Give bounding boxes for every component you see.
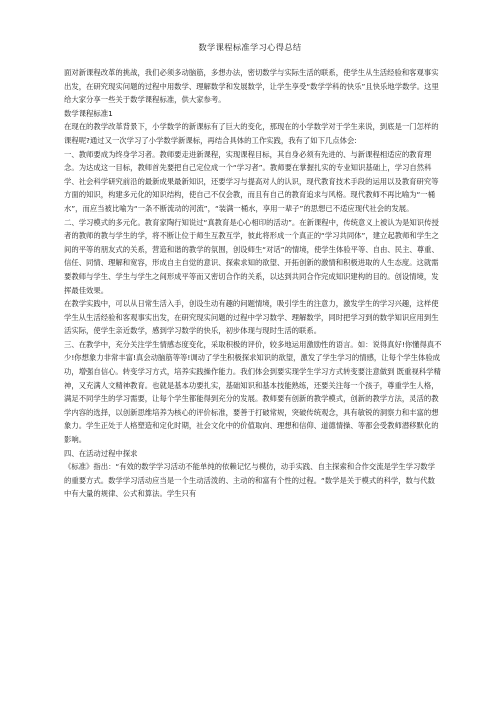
document-body <box>64 66 442 501</box>
paragraph-intro: 面对新课程改革的挑战，我们必须多动脑筋，多想办法，密切数学与实际生活的联系，使学生从生活经验和客观事实出发，在研究现实问题的过程中用数学、理解数学和发展数学，让学生享受“数学学科的快乐”且快乐地学数学。这里给大家分享一些关于数学课程标准，供大家参考。 <box>64 68 439 105</box>
page-title: 数学课程标准学习心得总结 <box>198 42 302 52</box>
paragraph: 三、在教学中，充分关注学生情感态度变化，采取积极的评价，较多地运用激励性的语言。如：说得真好!你懂得真不少!你想象力非常丰富!真会动脑筋等等!调动了学生积极探求知识的欲望，激发了学生学习的情感，让每个学生体验成功，增强自信心。转变学习方式，培养实践操作能力。我们体会到要实现学生学习方式转变要注意做到 既重视科学精神，又充满人文精神教育。也就是基本功要扎实，基础知识和基本技能熟练，还要关注每一个孩子，尊重学生人格，满足不同学生的学习需要，让每个学生都能得到充分的发展。教师要有创新的教学模式，创新的教学方法，灵活的教学内容的选择，以创新思维培养为核心的评价标准，要善于打破常规，突破传统观念，具有敏锐的洞察力和丰富的想象力。学生正处于人格塑造和定化时期，社会文化中的价值取向、理想和信仰、道德情操、等都会受教师潜移默化的影响。 <box>64 339 442 445</box>
paragraph: 二、学习模式的多元化。教育家陶行知说过“真教育是心心相印的活动”。在新课程中，传统意义上被认为是知识传授者的教师的教与学生的学，将不断让位于师生互教互学，彼此将形成一个真正的“学习共同体”，建立起教师和学生之间的平等的朋友式的关系，营造和谐的教学的氛围，创设师生“对话”的情境，使学生体验平等、自由、民主、尊重、信任、同情、理解和宽容，形成自主自觉的意识、探索求知的欲望、开拓创新的激情和积极进取的人生态度。这就需要教师与学生、学生与学生之间形成平等而又密切合作的关系，以达到共同合作完成知识建构的目的。创设情境，发挥最佳效果。 <box>64 217 439 295</box>
section-heading: 四、在活动过程中探求 <box>64 448 138 458</box>
paragraph: 《标准》指出：“有效的数学学习活动不能单纯的依赖记忆与模仿，动手实践、自主探索和合作交流是学生学习数学的重要方式。数学学习活动应当是一个生动活泼的、主动的和富有个性的过程。“数学是关于模式的科学，数与代数中有大量的规律、公式和算法。学生只有 <box>64 462 435 499</box>
paragraph: 在教学实践中，可以从日常生活入手，创设生动有趣的问题情境，吸引学生的注意力，激发学生的学习兴趣，这样使学生从生活经验和客观事实出发，在研究现实问题的过程中学习数学、理解数学，同时把学习到的数学知识应用到生活实际，使学生亲近数学，感到学习数学的快乐，初步体现与现时生活的联系。 <box>64 299 439 336</box>
paragraph: 在现在的教学改革背景下，小学数学的新课标有了巨大的变化，那现在的小学数学对于学生来说，到底是一门怎样的课程呢?通过又一次学习了小学数学新课标，再结合具体的工作实践，我有了如下几点体会: <box>64 122 439 145</box>
section-heading: 数学课程标准1 <box>64 108 113 118</box>
paragraph: 一、教师要成为终身学习者。教师要走进新课程，实现课程目标，其自身必须有先进的、与新课程相适应的教育理念。为达成这一目标，教师首先要把自己定位成一个“学习者”。教师要在掌握扎实的专业知识基础上，学习自然科学、社会科学研究前沿的最新成果最新知识，还要学习与提高对人的认识，现代教育技术手段的运用以及教育研究等方面的知识，构建多元化的知识结构，使自己不仅会教，而且有自己的教育追求与风格。现代教师不再比喻为“一桶水”，而应当被比喻为“一条不断流动的河流”，“装满一桶水，享用一辈子”的思想已不适应现代社会的发展。 <box>64 149 439 213</box>
